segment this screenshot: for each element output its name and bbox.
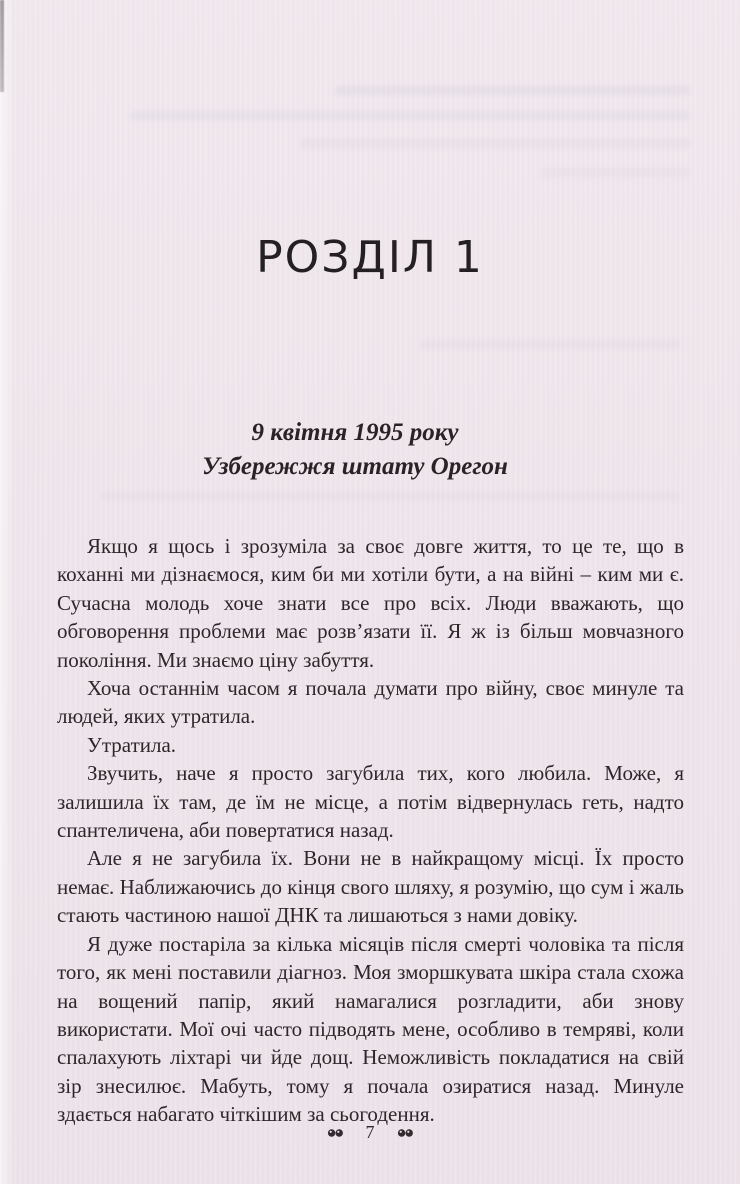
scan-corner-artifact: [0, 0, 4, 92]
bleed-through-artifact: [420, 340, 680, 349]
scan-edge-highlight: [0, 0, 14, 1184]
body-paragraph-4: Звучить, наче я просто загубила тих, кого любила. Може, я залишила їх там, де їм не місце, а потім відвернулась геть, надто спантеличена, аби повертатися назад.: [57, 761, 684, 843]
body-paragraph-6: Я дуже постаріла за кілька місяців після смерті чоловіка та після того, як мені поставили діагноз. Моя зморшкувата шкіра стала схожа на вощений папір, який намагалися розгладити, аби знову використати. Мої очі часто підводять мене, особливо в темряві, коли спалахують ліхтарі чи йде дощ. Неможливість покладатися на свій зір знесилює. Мабуть, тому я почала озиратися назад. Минуле здається набагато чіткішим за сьогодення.: [57, 931, 684, 1127]
footer-ornament-icon: [397, 1128, 414, 1138]
body-text: [57, 532, 684, 1129]
body-paragraph-2: Хоча останнім часом я почала думати про війну, своє минуле та людей, яких утратила.: [57, 676, 684, 729]
bleed-through-artifact: [335, 86, 690, 95]
bleed-through-artifact: [300, 139, 690, 148]
chapter-title: РОЗДІЛ 1: [256, 232, 484, 283]
dateline-location: Узбережжя штату Орегон: [202, 453, 508, 480]
body-paragraph-3: Утратила.: [87, 732, 177, 757]
page-footer: [0, 1122, 740, 1143]
footer-ornament-icon: [327, 1128, 344, 1138]
bleed-through-artifact: [540, 168, 690, 177]
body-paragraph-5: Але я не загубила їх. Вони не в найкращому місці. Їх просто немає. Наближаючись до кінця свого шляху, я розумію, що сум і жаль стають частиною нашої ДНК та лишаються з нами довіку.: [57, 846, 684, 928]
dateline-date: 9 квітня 1995 року: [251, 419, 459, 446]
dateline: [0, 416, 710, 484]
bleed-through-artifact: [100, 492, 680, 501]
body-paragraph-1: Якщо я щось і зрозуміла за своє довге життя, то це те, що в коханні ми дізнаємося, ким би ми хотіли бути, а на війні – ким ми є. Сучасна молодь хоче знати все про всіх. Люди вважають, що обговорення проблеми має розв’язати її. Я ж із більш мовчазного покоління. Ми знаємо ціну забуття.: [57, 534, 684, 672]
page-number: 7: [365, 1122, 375, 1142]
bleed-through-artifact: [130, 111, 690, 120]
